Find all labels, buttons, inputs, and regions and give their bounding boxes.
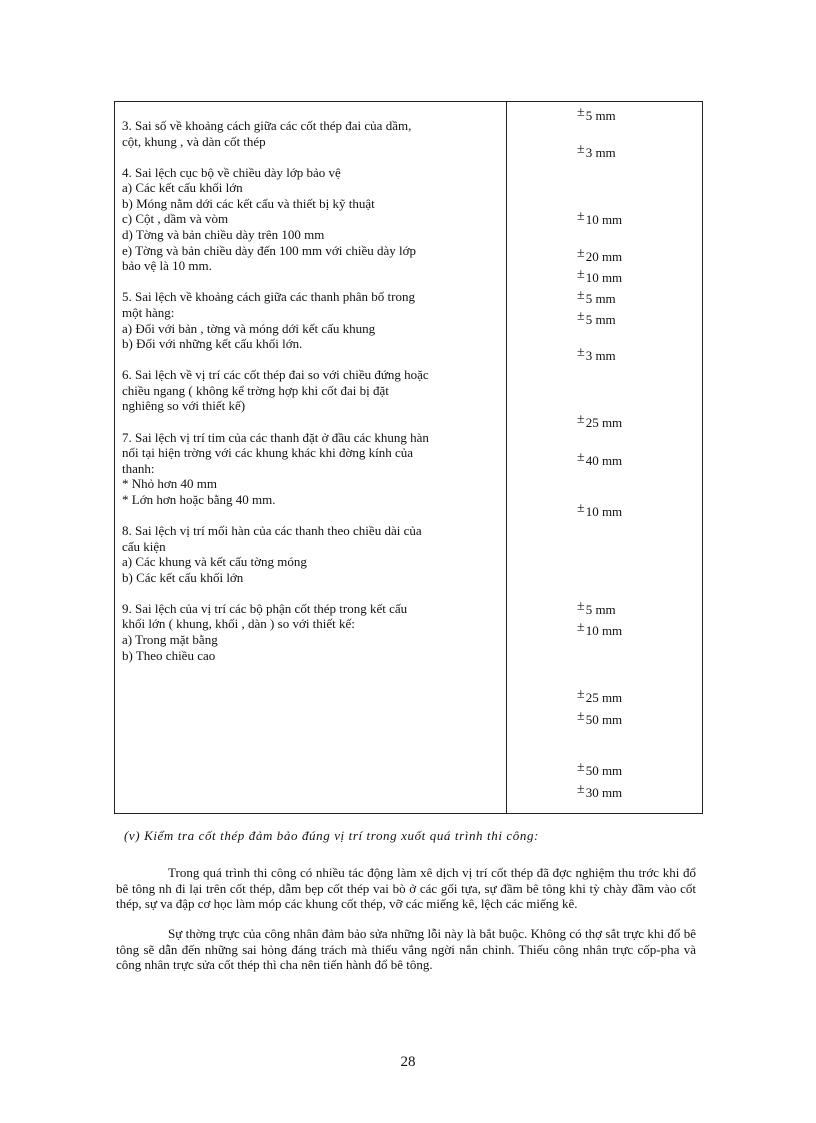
item-line: một hàng:: [122, 304, 175, 320]
tolerance-value: [577, 450, 623, 470]
section-title: (v) Kiểm tra cốt thép đảm bảo đúng vị trí trong xuốt quá trình thi công:: [124, 828, 539, 843]
item-line: * Lớn hơn hoặc bằng 40 mm.: [122, 491, 276, 507]
tolerance-text: 5 mm: [585, 602, 616, 617]
item-line: b) Theo chiều cao: [122, 647, 216, 663]
tolerance-text: 50 mm: [585, 763, 623, 778]
plus-minus-symbol: ±: [577, 142, 585, 157]
tolerance-text: 10 mm: [585, 270, 623, 285]
tolerance-text: 3 mm: [585, 145, 616, 160]
tolerance-value: [577, 620, 623, 640]
tolerance-value: [577, 412, 623, 432]
item-line: a) Đối với bản , tờng và móng dới kết cấu khung: [122, 320, 376, 336]
item-line: b) Đối với những kết cấu khối lớn.: [122, 336, 303, 352]
item-line: a) Các kết cấu khối lớn: [122, 180, 243, 196]
item-line: a) Các khung và kết cấu tờng móng: [122, 554, 307, 570]
requirements-column: [122, 118, 500, 679]
plus-minus-symbol: ±: [577, 782, 585, 797]
item-line: b) Móng nằm dới các kết cấu và thiết bị kỹ thuật: [122, 195, 375, 211]
table-item-8: [122, 523, 500, 585]
tolerance-value: [577, 288, 616, 308]
item-line: 8. Sai lệch vị trí mối hàn của các thanh theo chiều dài của: [122, 522, 422, 538]
plus-minus-symbol: ±: [577, 620, 585, 635]
body-paragraph-1: Trong quá trình thi công có nhiều tác động làm xê dịch vị trí cốt thép đã đợc nghiệm thu trớc khi đổ bê tông nh đi lại trên cốt thép, dẫm bẹp cốt thép vai bò ở các gối tựa, sự đầm bê tông khi tỳ chày đầm vào cốt thép, sự va đập cơ học làm móp các khung cốt thép, vỡ các miếng kê, lệch các miếng kê.: [116, 865, 696, 912]
plus-minus-symbol: ±: [577, 709, 585, 724]
tolerance-value: [577, 309, 616, 329]
item-line: a) Trong mặt bằng: [122, 632, 218, 648]
body-paragraph-2: Sự thờng trực của công nhân đảm bảo sửa những lỗi này là bắt buộc. Không có thợ sắt trực khi đổ bê tông sẽ dẫn đến những sai hỏng đáng trách mà thiếu vắng ngời nắn chỉnh. Thiếu công nhân trực cốp-pha và công nhân trực sửa cốt thép thì cha nên tiến hành đổ bê tông.: [116, 926, 696, 973]
item-line: 7. Sai lệch vị trí tim của các thanh đặt ở đầu các khung hàn: [122, 429, 429, 445]
item-line: * Nhỏ hơn 40 mm: [122, 476, 217, 492]
tolerance-value: [577, 267, 623, 287]
plus-minus-symbol: ±: [577, 760, 585, 775]
item-line: d) Tờng và bản chiều dày trên 100 mm: [122, 227, 325, 243]
plus-minus-symbol: ±: [577, 267, 585, 282]
item-line: e) Tờng và bản chiều dày đến 100 mm với chiều dày lớp: [122, 242, 417, 258]
table-item-6: [122, 367, 500, 414]
tolerance-text: 10 mm: [585, 212, 623, 227]
tolerance-text: 50 mm: [585, 712, 623, 727]
table-column-divider: [506, 101, 507, 814]
tolerance-text: 40 mm: [585, 453, 623, 468]
tolerance-text: 5 mm: [585, 108, 616, 123]
page-number: 28: [400, 1054, 416, 1070]
tolerance-text: 5 mm: [585, 291, 616, 306]
table-item-7: [122, 430, 500, 508]
item-line: chiều ngang ( không kể trờng hợp khi cốt đai bị đặt: [122, 382, 389, 398]
plus-minus-symbol: ±: [577, 288, 585, 303]
plus-minus-symbol: ±: [577, 687, 585, 702]
tolerance-text: 10 mm: [585, 504, 623, 519]
tolerance-value: [577, 760, 623, 780]
plus-minus-symbol: ±: [577, 309, 585, 324]
item-line: 4. Sai lệch cục bộ về chiều dày lớp bảo vệ: [122, 164, 341, 180]
plus-minus-symbol: ±: [577, 501, 585, 516]
item-line: 6. Sai lệch về vị trí các cốt thép đai so với chiều đứng hoặc: [122, 367, 429, 383]
tolerance-value: [577, 709, 623, 729]
tolerance-value: [577, 782, 623, 802]
tolerance-text: 25 mm: [585, 690, 623, 705]
item-line: khối lớn ( khung, khối , dàn ) so với thiết kế:: [122, 616, 355, 632]
table-item-3: [122, 118, 500, 149]
item-line: cấu kiện: [122, 538, 166, 554]
tolerance-value: [577, 599, 616, 619]
tolerance-text: 25 mm: [585, 415, 623, 430]
item-line: cột, khung , và dàn cốt thép: [122, 133, 266, 149]
tolerance-value: [577, 142, 616, 162]
tolerance-text: 5 mm: [585, 312, 616, 327]
table-item-9: [122, 601, 500, 663]
item-line: c) Cột , dầm và vòm: [122, 211, 229, 227]
table-item-5: [122, 289, 500, 351]
tolerance-text: 30 mm: [585, 785, 623, 800]
tolerance-value: [577, 501, 623, 521]
plus-minus-symbol: ±: [577, 246, 585, 261]
item-line: bảo vệ là 10 mm.: [122, 258, 212, 274]
item-line: 3. Sai số về khoảng cách giữa các cốt thép đai của dầm,: [122, 118, 412, 133]
tolerance-value: [577, 345, 616, 365]
item-line: thanh:: [122, 460, 155, 476]
item-line: nối tại hiện trờng với các khung khác khi đờng kính của: [122, 445, 414, 461]
tolerance-value: [577, 246, 623, 266]
plus-minus-symbol: ±: [577, 599, 585, 614]
tolerance-value: [577, 105, 616, 125]
tolerance-text: 20 mm: [585, 249, 623, 264]
plus-minus-symbol: ±: [577, 209, 585, 224]
plus-minus-symbol: ±: [577, 105, 585, 120]
tolerance-value: [577, 209, 623, 229]
tolerance-text: 3 mm: [585, 348, 616, 363]
item-line: 5. Sai lệch về khoảng cách giữa các thanh phân bố trong: [122, 289, 415, 305]
plus-minus-symbol: ±: [577, 345, 585, 360]
item-line: 9. Sai lệch của vị trí các bộ phận cốt thép trong kết cấu: [122, 600, 408, 616]
plus-minus-symbol: ±: [577, 450, 585, 465]
table-item-4: [122, 165, 500, 274]
tolerance-text: 10 mm: [585, 623, 623, 638]
tolerance-value: [577, 687, 623, 707]
item-line: nghiêng so với thiết kế): [122, 398, 246, 414]
item-line: b) Các kết cấu khối lớn: [122, 569, 244, 585]
plus-minus-symbol: ±: [577, 412, 585, 427]
